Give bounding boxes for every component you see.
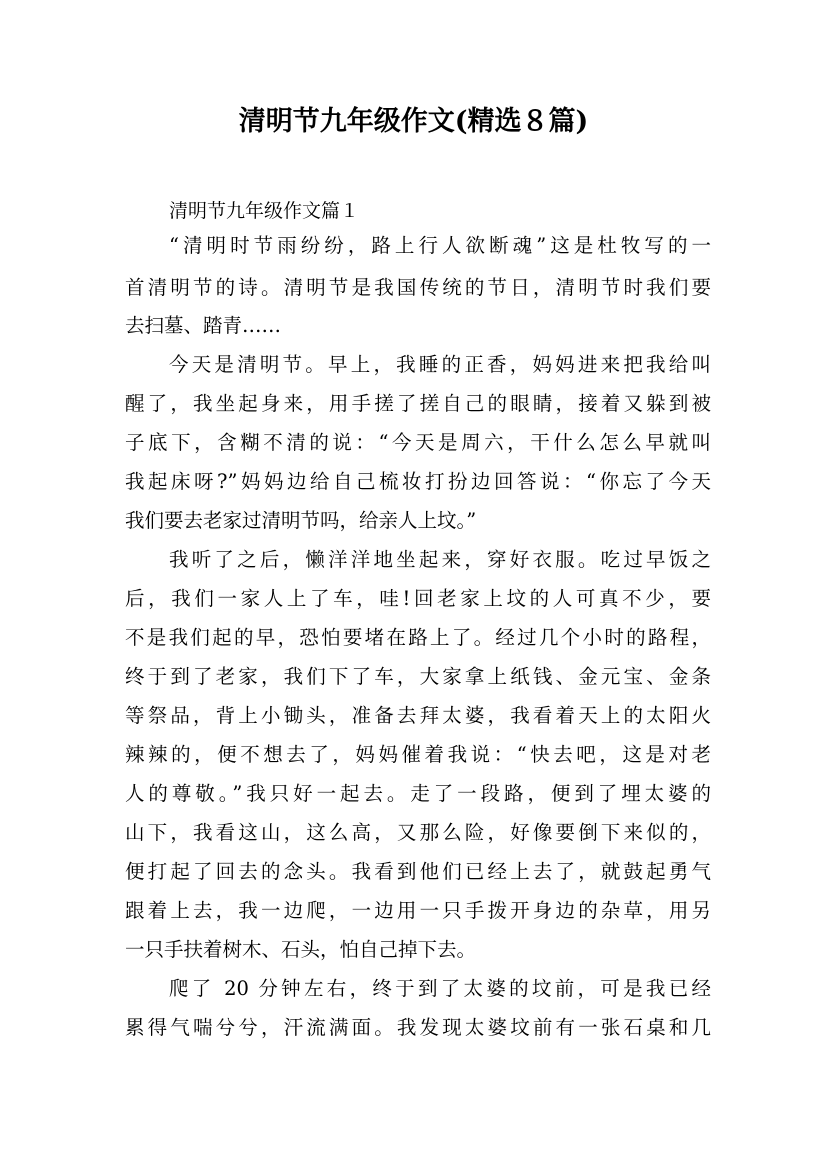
paragraph-line: 首清明节的诗。清明节是我国传统的节日，清明节时我们要 <box>125 276 711 299</box>
document-title: 清明节九年级作文(精选８篇) <box>238 106 589 137</box>
paragraph-line: 终于到了老家，我们下了车，大家拿上纸钱、金元宝、金条 <box>125 665 711 688</box>
paragraph-line: 便打起了回去的念头。我看到他们已经上去了，就鼓起勇气 <box>125 860 711 883</box>
paragraph-line: 辣辣的，便不想去了，妈妈催着我说：“快去吧，这是对老 <box>125 743 711 766</box>
paragraph-line: 我起床呀?”妈妈边给自己梳妆打扮边回答说：“你忘了今天 <box>125 470 711 493</box>
paragraph-line: 我听了之后，懒洋洋地坐起来，穿好衣服。吃过早饭之 <box>169 548 711 571</box>
paragraph-line: 一只手扶着树木、石头，怕自己掉下去。 <box>125 938 477 961</box>
paragraph-line: 醒了，我坐起身来，用手搓了搓自己的眼睛，接着又躲到被 <box>125 392 711 415</box>
paragraph-line: 不是我们起的早，恐怕要堵在路上了。经过几个小时的路程， <box>125 626 711 649</box>
paragraph-line: 去扫墓、踏青…… <box>125 314 282 337</box>
paragraph-line: 人的尊敬。”我只好一起去。走了一段路，便到了埋太婆的 <box>125 782 711 805</box>
paragraph-line: 累得气喘兮兮，汗流满面。我发现太婆坟前有一张石桌和几 <box>125 1016 711 1039</box>
paragraph-line: “清明时节雨纷纷，路上行人欲断魂”这是杜牧写的一 <box>169 234 711 257</box>
paragraph-line: 跟着上去，我一边爬，一边用一只手拨开身边的杂草，用另 <box>125 899 711 922</box>
paragraph-line: 等祭品，背上小锄头，准备去拜太婆，我看着天上的太阳火 <box>125 704 711 727</box>
section-heading: 清明节九年级作文篇１ <box>169 200 360 222</box>
paragraph-line: 山下，我看这山，这么高，又那么险，好像要倒下来似的， <box>125 821 711 844</box>
paragraph-line: 后，我们一家人上了车，哇!回老家上坟的人可真不少，要 <box>125 587 711 610</box>
paragraph-line: 爬了 20 分钟左右，终于到了太婆的坟前，可是我已经 <box>169 977 711 1000</box>
paragraph-line: 我们要去老家过清明节吗，给亲人上坟。” <box>125 509 477 532</box>
paragraph-line: 子底下，含糊不清的说：“今天是周六，干什么怎么早就叫 <box>125 431 711 454</box>
paragraph-line: 今天是清明节。早上，我睡的正香，妈妈进来把我给叫 <box>169 353 711 376</box>
